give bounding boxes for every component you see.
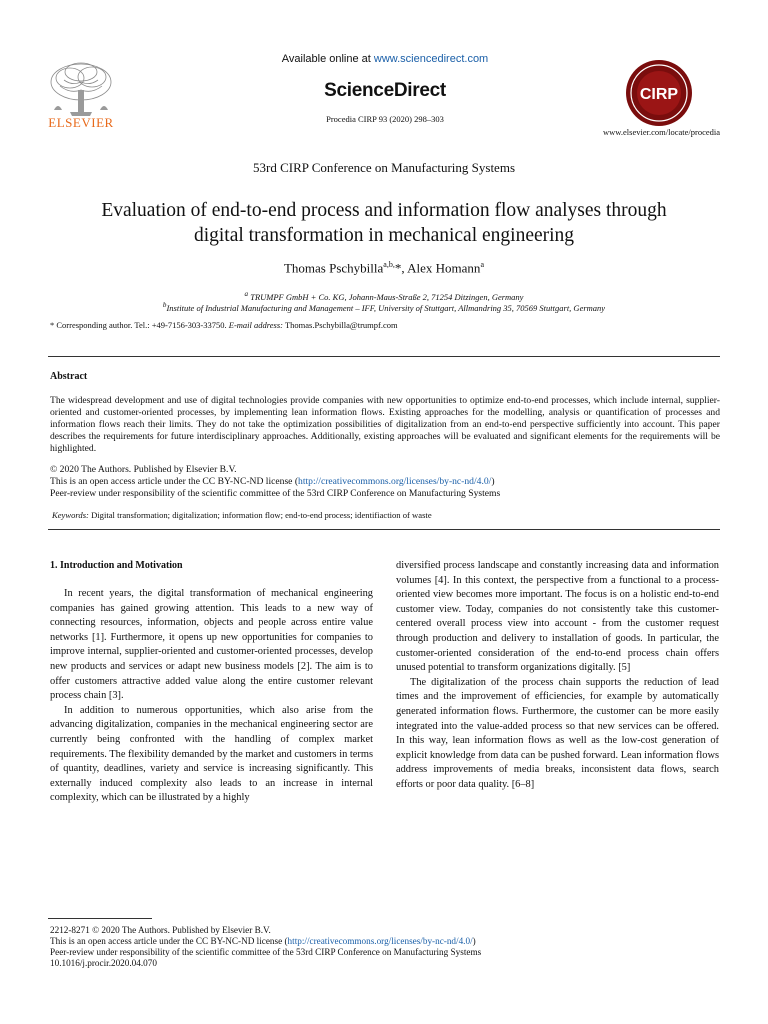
affiliation-a-mark: a <box>244 290 249 298</box>
abstract-peer-review: Peer-review under responsibility of the scientific committee of the 53rd CIRP Conference on Manufacturing Systems <box>50 488 501 499</box>
footer-license-link[interactable]: http://creativecommons.org/licenses/by-nc-nd/4.0/ <box>287 936 473 946</box>
author-2: Alex Homann <box>407 260 481 276</box>
paragraph: In recent years, the digital transformation of mechanical engineering companies has gained growing attention. This leads to a new way of connecting resources, information, objects and people across entire value networks [1]. Furthermore, it opens up new opportunities for companies to improve internal, supplier-oriented and customer-oriented processes, develop new products and services or adapt new business models [2]. The aim is to offer customers attractive added value along the entire customer relevant process chain [3]. <box>50 588 373 702</box>
journal-url[interactable]: www.elsevier.com/locate/procedia <box>603 127 720 137</box>
title-line-2: digital transformation in mechanical engineering <box>193 225 575 246</box>
footer-peer-review: Peer-review under responsibility of the scientific committee of the 53rd CIRP Conference on Manufacturing Systems <box>50 947 482 957</box>
paragraph: In addition to numerous opportunities, which also arise from the advancing digitalization, companies in the mechanical engineering sector are currently being confronted with the handling of complex market requirements. The flexibility demanded by the market and customers in terms of quantity, deadlines, variety and service is increasing significantly. This externally induced complexity also leads to an increase in internal complexity, which can be illustrated by a highly <box>50 704 373 804</box>
corresponding-mark: * <box>394 260 402 276</box>
right-column <box>396 559 719 793</box>
footer-issn: 2212-8271 © 2020 The Authors. Published by Elsevier B.V. <box>50 925 271 935</box>
license-link[interactable]: http://creativecommons.org/licenses/by-nc-nd/4.0/ <box>298 476 492 487</box>
sciencedirect-brand: ScienceDirect <box>324 80 446 101</box>
sciencedirect-link[interactable]: www.sciencedirect.com <box>373 53 489 65</box>
available-prefix: Available online at <box>281 53 374 65</box>
footer-license <box>50 936 730 947</box>
divider-abstract <box>48 529 720 530</box>
footer-license-suffix: ) <box>472 936 476 946</box>
license-prefix: This is an open access article under the CC BY-NC-ND license ( <box>50 476 299 487</box>
affiliation-b-text: Institute of Industrial Manufacturing and Management – IFF, University of Stuttgart, Allmandring 35, 70569 Stuttgart, Germany <box>166 302 606 313</box>
paper-title <box>40 198 728 248</box>
footer-rule <box>48 918 152 919</box>
author-1: Thomas Pschybilla <box>283 260 384 276</box>
elsevier-wordmark: ELSEVIER <box>48 115 114 130</box>
abstract-copyright: © 2020 The Authors. Published by Elsevier B.V. <box>50 464 237 475</box>
paragraph: diversified process landscape and constantly increasing data and information volumes [4]. In this context, the perspective from a functional to a process-oriented view becomes more important. The focus is on a holistic end-to-end customer view. Today, companies do not consistently take this customer-centered overall process view into account - from the customer request through production and delivery to installation of goods. In particular, the customer-oriented consideration of the end-to-end process chain offers unused potential to transform organizations digitally. [5] <box>396 560 719 674</box>
keywords-list: Digital transformation; digitalization; information flow; end-to-end process; identifiaction of waste <box>88 510 432 520</box>
author-1-affiliation: a,b, <box>383 260 395 269</box>
left-column <box>50 587 373 806</box>
affiliation-b <box>40 301 728 313</box>
cirp-logo-text: CIRP <box>639 86 679 103</box>
corresponding-author <box>50 320 650 330</box>
corresponding-prefix: * Corresponding author. Tel.: +49-7156-303-33750. <box>50 320 229 330</box>
footer-doi[interactable]: 10.1016/j.procir.2020.04.070 <box>50 958 157 968</box>
divider-top <box>48 356 720 357</box>
keywords <box>52 510 722 520</box>
license-suffix: ) <box>491 476 495 487</box>
email-address[interactable]: Thomas.Pschybilla@trumpf.com <box>282 320 398 330</box>
author-2-affiliation: a <box>480 260 484 269</box>
author-list <box>40 260 728 276</box>
abstract-heading: Abstract <box>50 371 88 382</box>
keywords-label: Keywords: <box>52 510 89 520</box>
paragraph: The digitalization of the process chain supports the reduction of lead times and the improvement of efficiencies, for example by automatically generated information flows. Furthermore, the customer can be more easily integrated into the value-added process so that new services can be offered. In this way, lean information flows as well as the low-cost generation of explicit knowledge from data can be pushed forward. Lean information flows address improvements of media breaks, inconsistent data flows, search efforts or poor data quality. [6–8] <box>396 676 719 790</box>
email-label: E-mail address: <box>228 320 283 330</box>
journal-reference: Procedia CIRP 93 (2020) 298–303 <box>326 114 444 124</box>
section-heading: 1. Introduction and Motivation <box>50 560 183 571</box>
conference-name: 53rd CIRP Conference on Manufacturing Systems <box>253 160 515 175</box>
footer-license-prefix: This is an open access article under the CC BY-NC-ND license ( <box>50 936 288 946</box>
author-separator: , <box>401 260 408 276</box>
available-online <box>180 53 590 65</box>
affiliation-b-mark: b <box>162 301 167 309</box>
abstract-body: The widespread development and use of digital technologies provide companies with new opportunities to optimize end-to-end processes, which include internal, supplier-oriented and customer-oriented processes, by implementing lean information flows. Existing approaches for the modelling, analysis or quantification of processes and information flows reach their limits. They do not take the optimization possibilities of digitalization from an end-to-end perspective sufficiently into account. This paper describes the requirements for future interdisciplinary approaches. Additionally, existing approaches will be evaluated and significant elements for the requirements will be highlighted. <box>50 395 720 454</box>
footer <box>50 925 730 969</box>
affiliation-a-text: TRUMPF GmbH + Co. KG, Johann-Maus-Straße 2, 71254 Ditzingen, Germany <box>248 291 524 302</box>
title-line-1: Evaluation of end-to-end process and information flow analyses through <box>101 200 667 221</box>
cirp-logo <box>624 58 694 128</box>
abstract-license <box>50 476 730 488</box>
